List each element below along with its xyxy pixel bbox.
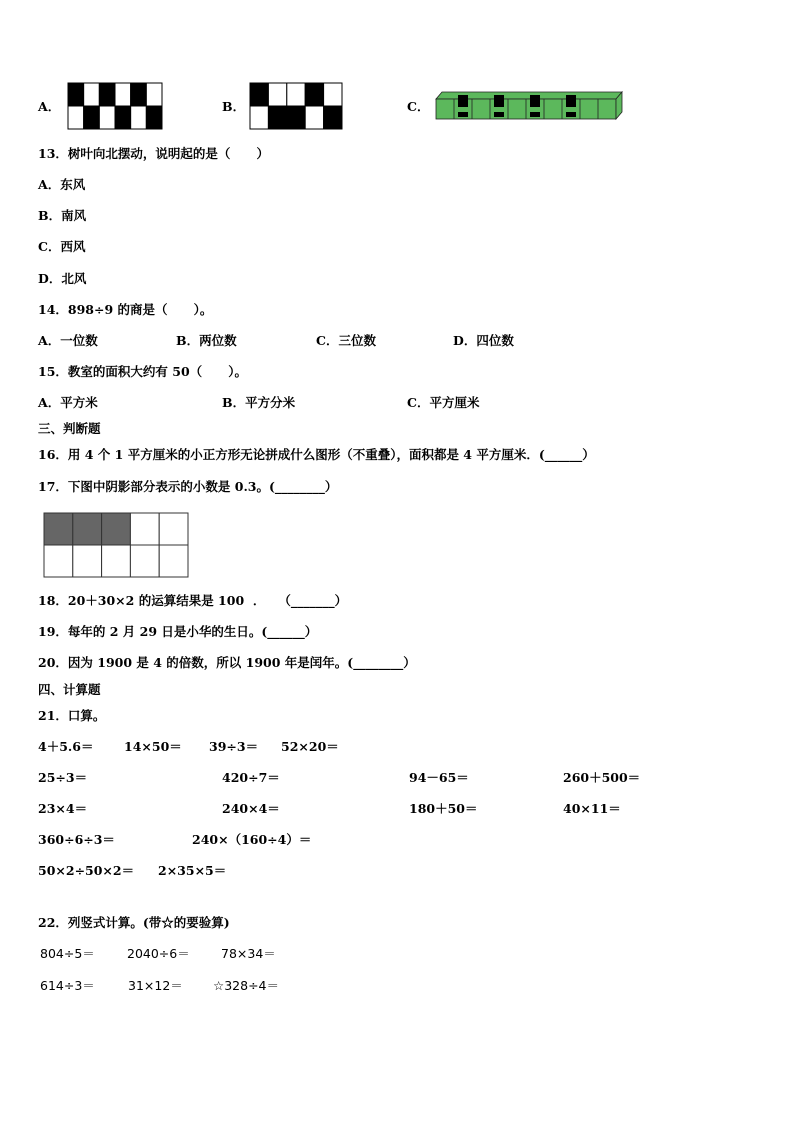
- white-cell: [99, 106, 115, 129]
- q22-item: 31×12＝: [128, 978, 183, 993]
- q12-option-c-label: C．: [407, 99, 430, 114]
- q21-stem: 21．口算。: [38, 708, 106, 723]
- q21-item: 420÷7＝: [222, 770, 280, 785]
- white-cell: [115, 83, 131, 106]
- white-cell: [324, 83, 342, 106]
- q21-item: 39÷3＝: [209, 739, 259, 754]
- q22-item: 614÷3＝: [40, 978, 95, 993]
- q21-item: 180＋50＝: [409, 801, 478, 816]
- black-cell: [268, 106, 286, 129]
- q21-item: 14×50＝: [124, 739, 182, 754]
- q14-option-a[interactable]: A．一位数: [38, 333, 98, 348]
- q20-stem: 20．因为 1900 是 4 的倍数，所以 1900 年是闰年。(________）: [38, 655, 416, 670]
- q22-stem: 22．列竖式计算。(带☆的要验算): [38, 915, 230, 930]
- grid-cell: [130, 545, 159, 577]
- q22-item: 804÷5＝: [40, 946, 95, 961]
- grid-cell: [73, 545, 102, 577]
- grid-cell: [130, 513, 159, 545]
- q22-item: 2040÷6＝: [127, 946, 190, 961]
- q13-option-b[interactable]: B．南风: [38, 208, 87, 223]
- q19-stem: 19．每年的 2 月 29 日是小华的生日。(______）: [38, 624, 318, 639]
- q13-option-d[interactable]: D．北风: [38, 271, 87, 286]
- q21-item: 23×4＝: [38, 801, 88, 816]
- q14-option-d[interactable]: D．四位数: [453, 333, 514, 348]
- q21-item: 240×4＝: [222, 801, 280, 816]
- q13-option-c[interactable]: C．西风: [38, 239, 86, 254]
- white-cell: [305, 106, 323, 129]
- black-cell: [131, 83, 147, 106]
- q12-option-a-label: A．: [38, 99, 61, 114]
- q21-item: 360÷6÷3＝: [38, 832, 115, 847]
- q22-item: ☆328÷4＝: [213, 978, 279, 993]
- section-title-calculation: 四、计算题: [38, 682, 101, 697]
- q21-item: 94－65＝: [409, 770, 469, 785]
- black-cell: [287, 106, 305, 129]
- q15-option-b[interactable]: B．平方分米: [222, 395, 296, 410]
- black-cell: [305, 83, 323, 106]
- white-cell: [84, 83, 100, 106]
- q17-stem: 17．下图中阴影部分表示的小数是 0.3。(________）: [38, 479, 338, 494]
- black-cell: [324, 106, 342, 129]
- shaded-cell: [102, 513, 131, 545]
- q13-option-a[interactable]: A．东风: [38, 177, 86, 192]
- q14-option-b[interactable]: B．两位数: [176, 333, 237, 348]
- q15-option-a[interactable]: A．平方米: [38, 395, 98, 410]
- black-cell: [115, 106, 131, 129]
- black-cell: [68, 83, 84, 106]
- shaded-cell: [44, 513, 73, 545]
- white-cell: [250, 106, 268, 129]
- q16-stem: 16．用 4 个 1 平方厘米的小正方形无论拼成什么图形（不重叠），面积都是 4 平方厘米．(______）: [38, 447, 595, 462]
- black-cell: [99, 83, 115, 106]
- q22-item: 78×34＝: [221, 946, 276, 961]
- grid-cell: [44, 545, 73, 577]
- q21-item: 4＋5.6＝: [38, 739, 94, 754]
- q12-option-b-label: B．: [222, 99, 246, 114]
- grid-cell: [102, 545, 131, 577]
- grid-cell: [159, 513, 188, 545]
- black-cell: [84, 106, 100, 129]
- black-cell: [146, 106, 162, 129]
- q15-stem: 15．教室的面积大约有 50（ ）。: [38, 364, 248, 379]
- white-cell: [131, 106, 147, 129]
- q15-option-c[interactable]: C．平方厘米: [407, 395, 480, 410]
- q17-grid: [43, 512, 189, 578]
- q21-item: 240×（160÷4）＝: [192, 832, 312, 847]
- white-cell: [146, 83, 162, 106]
- white-cell: [268, 83, 286, 106]
- grid-cell: [159, 545, 188, 577]
- black-cell: [250, 83, 268, 106]
- q18-stem: 18．20＋30×2 的运算结果是 100 ． （_______）: [38, 593, 348, 608]
- white-cell: [287, 83, 305, 106]
- q21-item: 260＋500＝: [563, 770, 641, 785]
- q12-pattern-a: [67, 82, 163, 130]
- q14-option-c[interactable]: C．三位数: [316, 333, 376, 348]
- white-cell: [68, 106, 84, 129]
- q14-stem: 14．898÷9 的商是（ ）。: [38, 302, 213, 317]
- q21-item: 52×20＝: [281, 739, 339, 754]
- q21-item: 50×2÷50×2＝: [38, 863, 135, 878]
- q21-item: 40×11＝: [563, 801, 621, 816]
- q21-item: 2×35×5＝: [158, 863, 227, 878]
- q12-pattern-b: [249, 82, 343, 130]
- q12-pattern-c: [434, 89, 624, 123]
- section-title-judgement: 三、判断题: [38, 421, 101, 436]
- q13-stem: 13．树叶向北摆动，说明起的是（ ）: [38, 146, 270, 161]
- q21-item: 25÷3＝: [38, 770, 88, 785]
- shaded-cell: [73, 513, 102, 545]
